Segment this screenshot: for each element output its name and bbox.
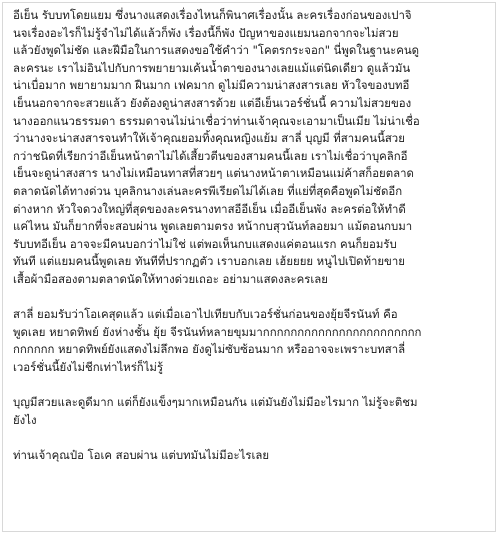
text-line: เย็นจะดูน่าสงสาร นางไม่เหมือนทาสที่สวยๆ แต่นางหน้าตาเหมือนแม่ค้าสก็อยตลาด xyxy=(13,166,414,181)
text-line: เย็นนอกจากจะสวยแล้ว ยังต้องดูน่าสงสารด้วย แต่อีเย็นเวอร์ชั่นนี้ ความไม่สวยของ xyxy=(13,95,412,110)
paragraph-3 xyxy=(13,394,485,429)
text-line: เสื้อผ้ามือสองตามตลาดนัดให้ทางด่วยเถอะ อย่ามาแสดงละครเลย xyxy=(13,271,328,286)
text-line: ต่างหาก หัวใจดวงใหญ่ที่สุดของละครนางทาสอีอีเย็น เมื่ออีเย็นพัง ละครต่อให้ทำดี xyxy=(13,201,406,216)
text-line: อีเย็น รับบทโดยแยม ซึ่งนางแสดงเรื่องไหนก็พินาศเรื่องนั้น ละครเรื่องก่อนของเปาจิ xyxy=(13,8,412,22)
text-line: แค่ไหน มันก็ยากที่จะสอบผ่าน พูดเลยตามตรง หน้ากบสุวนันท์ลอยมา แม้ตอนกบมา xyxy=(13,219,413,234)
text-line: รับบทอีเย็น อาจจะมีคนบอกว่าไม่ใช่ แต่พอเห็นกบแสดงแค่ตอนแรก คนก็ยอมรับ xyxy=(13,236,397,251)
text-line: บุญมีสวยและดูดีมาก แต่ก็ยังแข็งๆมากเหมือนกัน แต่มันยังไม่มีอะไรมาก ไม่รู้จะติชม xyxy=(13,395,418,410)
text-line: สาลี่ ยอมรับว่าโอเคสุดแล้ว แต่เมื่อเอาไปเทียบกับเวอร์ชั่นก่อนของยุ้ยจีรนันท์ คือ xyxy=(13,307,398,322)
text-line: ทันที แต่แยมคนนี้พูดเลย ทันทีที่ปรากฏตัว เราบอกเลย เฮ้ยยยย หนูไปเปิดท้ายขาย xyxy=(13,254,405,269)
text-line: ท่านเจ้าคุณป๋อ โอเค สอบผ่าน แต่บทมันไม่มีอะไรเลย xyxy=(13,447,269,462)
post-frame xyxy=(2,2,496,532)
text-line: ยังไง xyxy=(13,412,37,427)
text-line: ละครนะ เราไม่อินไปกับการพยายามเค้นน้ำตาของนางเลยแม้แต่นิดเดียว ดูแล้วมัน xyxy=(13,60,411,75)
text-line: น่าเบื่อมาก พยายามมาก ฝืนมาก เฟคมาก ดูไม่มีความน่าสงสารเลย หัวใจของบทอี xyxy=(13,78,410,93)
text-line: กกกกกก หยาดทิพย์ยังแสดงไม่ลึกพอ ยังดูไม่ซับซ้อนมาก หรืออาจจะเพราะบทสาลี่ xyxy=(13,342,406,357)
paragraph-2 xyxy=(13,306,485,376)
text-line: นจเรื่องอะไรก็ไม่รู้จำไม่ได้แล้วก็พัง เรื่องนี้ก็พัง ปัญหาของแยมนอกจากจะไม่สวย xyxy=(13,25,399,40)
text-line: เวอร์ชั่นนี้ยังไม่ชีกเท่าไหร่ก็ไม่รู้ xyxy=(13,359,164,374)
text-line: ตลาดนัดได้ทางด่วน บุคลิกนางเล่นละครพีเรียดไม่ได้เลย ที่แย่ที่สุดคือพูดไม่ชัดอีก xyxy=(13,183,403,198)
paragraph-4 xyxy=(13,447,485,465)
text-line: แล้วยังพูดไม่ชัด และฝีมือในการแสดงขอใช้คำว่า "โคตรกระจอก" นี่พูดในฐานะคนดู xyxy=(13,43,419,58)
text-line: พูดเลย หยาดทิพย์ ยังห่างชั้น ยุ้ย จีรนันท์หลายขุมมากกกกกกกกกกกกกกกกกกกกกกก xyxy=(13,324,422,339)
post-body xyxy=(3,3,495,464)
text-line: กว่าชนิดที่เรียกว่าอีเย็นหน้าตาไม่ได้เสี้ยวตีนของสามคนนี้เลย เราไม่เชื่อว่าบุคลิกอี xyxy=(13,148,408,163)
text-line: นางออกแนวธรรมดา ธรรมดาจนไม่น่าเชื่อว่าท่านเจ้าคุณจะเอามาเป็นเมีย ไม่น่าเชื่อ xyxy=(13,113,420,128)
paragraph-1 xyxy=(13,7,485,289)
text-line: ว่านางจะน่าสงสารจนทำให้เจ้าคุณยอมทิ้งคุณหญิงแย้ม สาลี่ บุญมี ที่สามคนนี้สวย xyxy=(13,131,405,146)
